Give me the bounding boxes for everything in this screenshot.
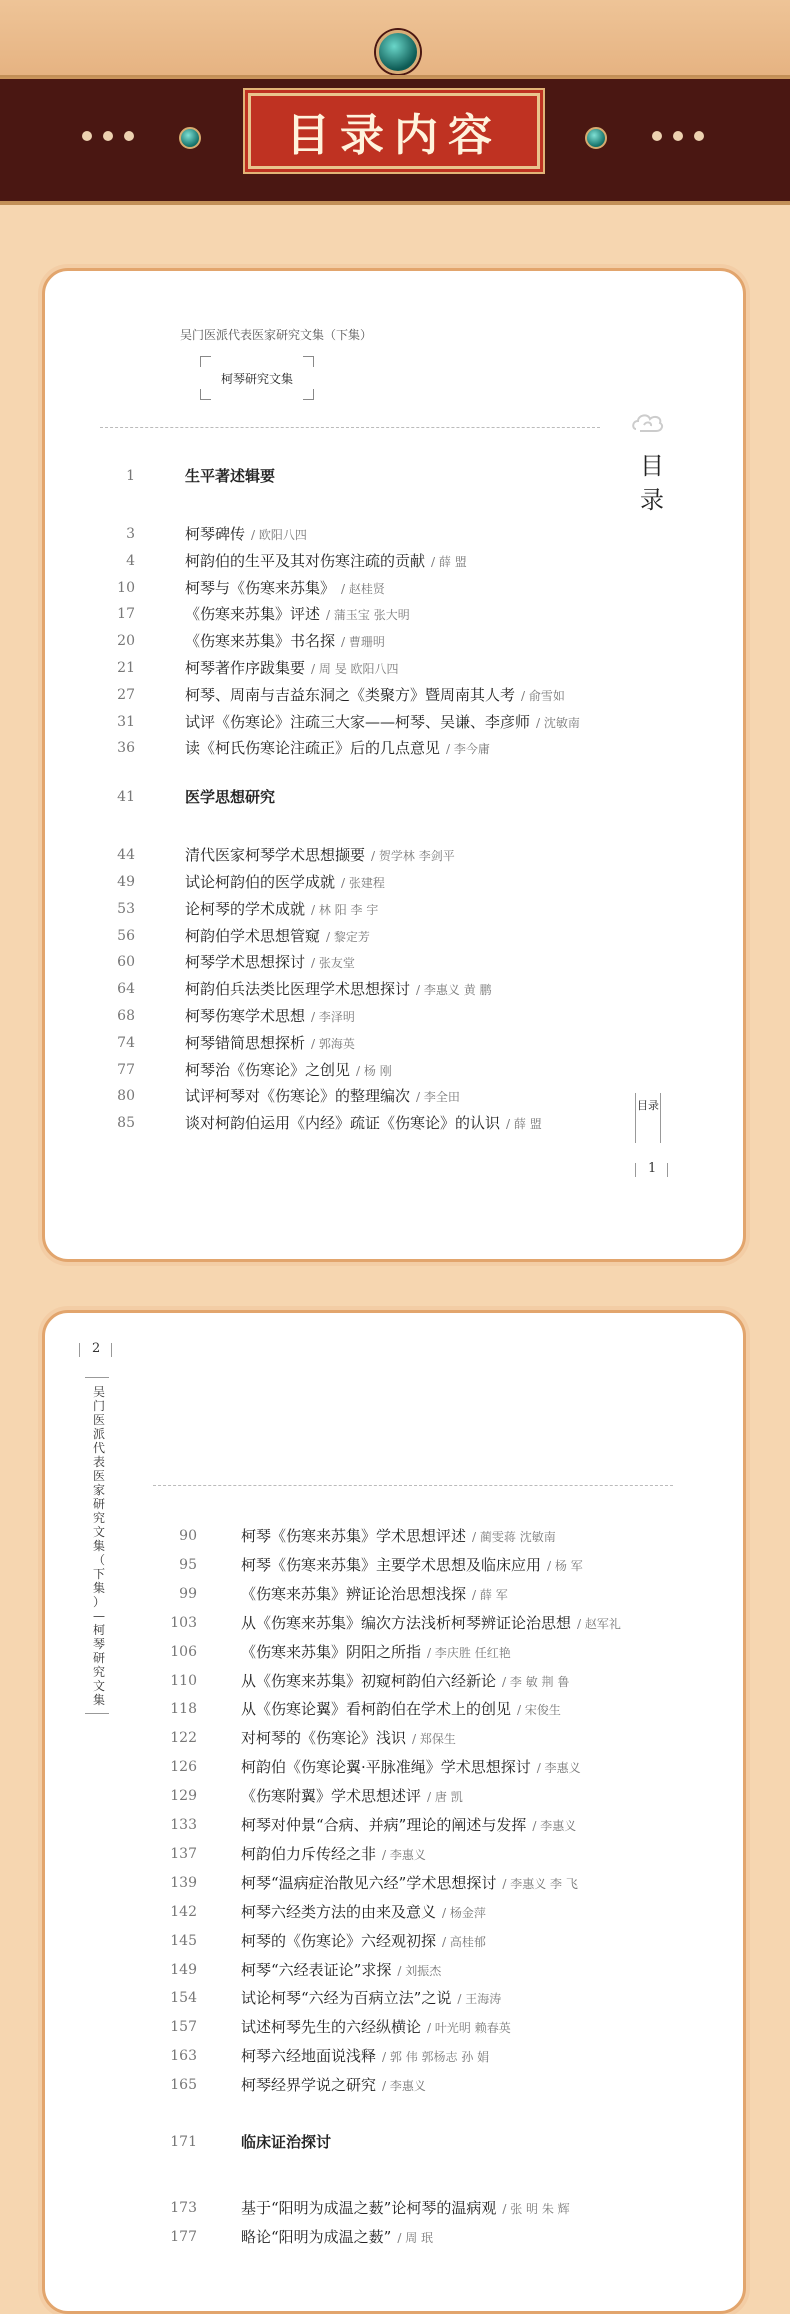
toc-entry-author: / 李惠义: [382, 1847, 426, 1862]
toc-entry-author: / 李泽明: [311, 1010, 355, 1024]
toc-entry-author: / 刘振杰: [397, 1963, 442, 1978]
toc-entry-title: 试论柯琴“六经为百病立法”之说: [241, 1989, 452, 2008]
page-number: 2: [92, 1341, 101, 1356]
toc-entry[interactable]: [241, 1525, 556, 1546]
page-number: 1: [648, 1161, 657, 1176]
toc-entry-author: / 周 旻 欧阳八四: [311, 662, 399, 676]
toc-page-number: 31: [117, 713, 135, 730]
toc-entry-author: / 李惠义: [536, 1761, 581, 1776]
toc-page-number: 177: [170, 2228, 197, 2245]
toc-entry-author: / 贺学林 李剑平: [371, 849, 455, 864]
toc-entry-author: / 李惠义 李 飞: [502, 1876, 578, 1891]
toc-page-1: [42, 268, 746, 1262]
jade-ornament-icon: [376, 30, 420, 74]
toc-page-number: 106: [170, 1643, 197, 1660]
volume-title: 柯琴研究文集: [220, 371, 293, 386]
toc-entry-title: 从《伤寒来苏集》初窥柯韵伯六经新论: [241, 1671, 497, 1690]
toc-entry-author: / 李全田: [416, 1090, 460, 1105]
toc-entry[interactable]: [185, 951, 355, 972]
band-border: [0, 77, 790, 79]
toc-page-number: 110: [170, 1672, 197, 1689]
toc-entry[interactable]: [241, 1959, 441, 1980]
toc-entry[interactable]: [185, 603, 410, 624]
toc-page-number: 20: [117, 633, 135, 650]
toc-page-number: 165: [170, 2077, 197, 2094]
toc-page-number: 21: [117, 660, 135, 676]
series-title: 吴门医派代表医家研究文集（下集）: [180, 328, 373, 342]
toc-entry-author: / 周 珉: [397, 2230, 434, 2245]
toc-entry-author: / 王海涛: [457, 1992, 502, 2007]
toc-section-heading[interactable]: [185, 786, 275, 807]
toc-entry-author: / 薛 盟: [506, 1117, 542, 1132]
toc-page-number: 49: [117, 874, 135, 890]
toc-entry[interactable]: [241, 1612, 621, 1633]
toc-page-number: 142: [170, 1903, 197, 1920]
toc-page-number: 68: [117, 1008, 135, 1024]
toc-entry-title: 柯琴“六经表证论”求探: [241, 1960, 392, 1979]
toc-page-number: 137: [170, 1845, 197, 1862]
toc-entry-author: / 杨金萍: [442, 1905, 486, 1920]
toc-entry-title: 柯韵伯的生平及其对伤寒注疏的贡献: [185, 551, 426, 570]
toc-page-number: 77: [117, 1061, 135, 1078]
toc-page-number: 64: [117, 981, 135, 998]
toc-entry-author: / 李惠义: [382, 2079, 426, 2094]
page-tick: [635, 1163, 636, 1177]
toc-page-number: 149: [170, 1961, 197, 1978]
toc-entry-title: 从《伤寒论翼》看柯韵伯在学术上的创见: [241, 1700, 512, 1719]
toc-entry[interactable]: [241, 2016, 511, 2037]
toc-entry-title: 柯琴《伤寒来苏集》学术思想评述: [241, 1527, 467, 1545]
toc-entry-author: / 叶光明 赖春英: [427, 2021, 511, 2036]
toc-entry-author: / 李今庸: [446, 742, 490, 757]
toc-entry-title: 清代医家柯琴学术思想撷要: [185, 846, 366, 865]
toc-entry[interactable]: [241, 1785, 463, 1806]
toc-entry[interactable]: [241, 1698, 561, 1719]
dot-icon: [103, 131, 113, 141]
toc-entry-title: 柯琴治《伤寒论》之创见: [185, 1060, 351, 1079]
toc-entry-author: / 李庆胜 任红艳: [427, 1645, 511, 1660]
toc-entry[interactable]: [241, 1583, 508, 1604]
toc-entry-title: 柯琴“温病症治散见六经”学术思想探讨: [241, 1873, 497, 1892]
vertical-series-title: 吴 门 医 派 代 表 医 家 研 究 文 集 （ 下 集 ） — 柯 琴 研 究 文 集: [92, 1385, 105, 1707]
toc-entry-author: / 李惠义: [532, 1819, 577, 1833]
toc-page-number: 95: [179, 1556, 197, 1573]
toc-entry[interactable]: [185, 1085, 460, 1106]
divider: [100, 427, 600, 428]
toc-entry-title: 试评《伤寒论》注疏三大家——柯琴、吴谦、李彦师: [185, 712, 531, 731]
toc-entry-title: 柯韵伯学术思想管窥: [185, 926, 321, 945]
toc-entry-author: / 赵桂贤: [341, 581, 385, 596]
toc-entry-title: 柯琴与《伤寒来苏集》: [185, 578, 336, 597]
toc-page-number: 173: [170, 2200, 197, 2216]
toc-entry-author: / 杨 刚: [356, 1063, 392, 1078]
toc-entry-title: 读《柯氏伤寒论注疏正》后的几点意见: [185, 739, 441, 758]
cloud-ornament-icon: [630, 409, 666, 437]
toc-page-number: 41: [117, 789, 135, 806]
toc-entry[interactable]: [185, 684, 565, 705]
toc-entry-author: / 宋俊生: [517, 1703, 561, 1718]
dot-icon: [652, 131, 662, 141]
side-tab: 目录: [635, 1093, 661, 1143]
toc-page-number: 145: [170, 1932, 197, 1949]
toc-section-heading[interactable]: [185, 465, 275, 486]
toc-entry[interactable]: [185, 1059, 392, 1080]
toc-entry[interactable]: [185, 1112, 542, 1133]
dot-icon: [82, 131, 92, 141]
page-tick: [667, 1163, 668, 1177]
toc-entry-title: 略论“阳明为成温之薮”: [241, 2227, 392, 2246]
toc-entry-author: / 张建程: [341, 876, 385, 890]
toc-entry-title: 柯韵伯兵法类比医理学术思想探讨: [185, 980, 411, 999]
toc-entry[interactable]: [185, 978, 492, 999]
toc-entry-title: 柯琴、周南与吉益东洞之《类聚方》暨周南其人考: [185, 685, 516, 704]
toc-entry-title: 柯琴经界学说之研究: [241, 2076, 377, 2095]
toc-entry[interactable]: [241, 1843, 426, 1864]
dot-icon: [673, 131, 683, 141]
toc-entry-title: 《伤寒来苏集》评述: [185, 605, 321, 624]
toc-page-number: 103: [170, 1614, 197, 1631]
toc-entry-author: / 郭 伟 郭杨志 孙 娟: [382, 2050, 490, 2065]
toc-page-number: 36: [117, 740, 135, 757]
toc-entry[interactable]: [241, 2197, 570, 2218]
toc-page-number: 74: [117, 1034, 135, 1051]
jade-bead-icon: [179, 127, 201, 149]
toc-entry-title: 试论柯韵伯的医学成就: [185, 873, 336, 891]
toc-entry-title: 柯琴六经类方法的由来及意义: [241, 1902, 437, 1921]
toc-entry-title: 柯琴六经地面说浅释: [241, 2047, 377, 2066]
toc-entry-author: / 俞雪如: [521, 688, 565, 703]
toc-entry[interactable]: [241, 1901, 486, 1922]
divider: [153, 1485, 673, 1486]
toc-entry-author: / 唐 凯: [427, 1790, 463, 1805]
toc-page-number: 10: [117, 579, 135, 596]
toc-page-number: 163: [170, 2048, 197, 2065]
toc-entry[interactable]: [185, 577, 385, 598]
dot-icon: [124, 131, 134, 141]
toc-entry-author: / 林 阳 李 宇: [311, 902, 379, 917]
page-tick: [79, 1343, 80, 1357]
toc-page-number: 85: [117, 1115, 135, 1132]
toc-entry-title: 柯琴碑传: [185, 525, 246, 543]
toc-entry-author: / 曹珊明: [341, 635, 385, 650]
toc-entry-title: 柯琴的《伤寒论》六经观初探: [241, 1931, 437, 1950]
toc-entry[interactable]: [241, 1554, 583, 1575]
top-bar: [0, 0, 790, 75]
toc-entry-author: / 高桂郁: [442, 1934, 486, 1949]
toc-entry[interactable]: [185, 1005, 355, 1026]
toc-entry-title: 谈对柯韵伯运用《内经》疏证《伤寒论》的认识: [185, 1114, 501, 1133]
toc-entry[interactable]: [185, 630, 385, 651]
vertical-rule: [85, 1377, 109, 1378]
toc-entry-author: / 黎定芳: [326, 929, 370, 944]
toc-entry[interactable]: [241, 1670, 569, 1691]
toc-entry-title: 论柯琴的学术成就: [185, 899, 306, 918]
toc-entry-title: 柯琴伤寒学术思想: [185, 1007, 306, 1025]
toc-entry-title: 《伤寒附翼》学术思想述评: [241, 1787, 422, 1806]
toc-entry-title: 柯琴对仲景“合病、并病”理论的阐述与发挥: [241, 1816, 527, 1834]
toc-entry-title: 对柯琴的《伤寒论》浅识: [241, 1729, 407, 1748]
toc-entry-author: / 郭海英: [311, 1036, 355, 1051]
toc-entry-title: 《伤寒来苏集》辨证论治思想浅探: [241, 1584, 467, 1603]
toc-entry[interactable]: [185, 1032, 355, 1053]
toc-page-number: 99: [179, 1585, 197, 1602]
toc-page-number: 27: [117, 686, 135, 703]
toc-section-heading[interactable]: [241, 2131, 331, 2152]
toc-page-number: 129: [170, 1788, 197, 1805]
toc-entry-author: / 蒲玉宝 张大明: [326, 608, 410, 623]
toc-entry-title: 生平著述辑要: [185, 467, 276, 485]
toc-entry-author: / 张友堂: [311, 956, 355, 971]
toc-entry[interactable]: [185, 737, 490, 758]
toc-entry[interactable]: [185, 550, 467, 571]
volume-title-box: [200, 356, 314, 400]
toc-entry-title: 柯琴《伤寒来苏集》主要学术思想及临床应用: [241, 1555, 542, 1574]
toc-page-number: 44: [117, 847, 135, 864]
toc-page-number: 60: [117, 954, 135, 971]
toc-entry[interactable]: [185, 657, 399, 678]
toc-entry-title: 试述柯琴先生的六经纵横论: [241, 2018, 422, 2037]
toc-entry-title: 从《伤寒来苏集》编次方法浅析柯琴辨证论治思想: [241, 1613, 572, 1632]
toc-entry[interactable]: [185, 871, 385, 892]
toc-page-number: 3: [126, 526, 135, 542]
toc-entry[interactable]: [241, 1814, 576, 1835]
toc-page-number: 157: [170, 2019, 197, 2036]
toc-page-number: 1: [126, 468, 135, 484]
toc-entry-author: / 杨 军: [547, 1558, 583, 1573]
toc-entry-author: / 沈敏南: [536, 715, 580, 730]
toc-entry[interactable]: [185, 844, 455, 865]
toc-entry-title: 柯琴学术思想探讨: [185, 953, 306, 972]
toc-entry-author: / 张 明 朱 辉: [502, 2202, 570, 2216]
header-title: 目录内容: [248, 93, 540, 169]
toc-page-number: 56: [117, 927, 135, 944]
toc-page-number: 171: [170, 2134, 197, 2150]
toc-page-number: 154: [170, 1990, 197, 2007]
toc-entry-author: / 赵军礼: [577, 1616, 621, 1631]
toc-entry-author: / 郑保生: [412, 1732, 456, 1747]
toc-entry-title: 《伤寒来苏集》书名探: [185, 632, 336, 651]
toc-page-number: 139: [170, 1874, 197, 1891]
jade-bead-icon: [585, 127, 607, 149]
page-tick: [111, 1343, 112, 1357]
toc-entry-author: / 薛 盟: [431, 554, 467, 569]
toc-entry-title: 试评柯琴对《伤寒论》的整理编次: [185, 1087, 411, 1106]
toc-page-number: 53: [117, 900, 135, 917]
toc-entry[interactable]: [241, 1872, 578, 1893]
toc-entry-title: 柯韵伯力斥传经之非: [241, 1844, 377, 1863]
toc-entry[interactable]: [185, 711, 580, 732]
toc-page-number: 126: [170, 1759, 197, 1776]
toc-entry[interactable]: [185, 523, 307, 544]
toc-entry[interactable]: [241, 2074, 426, 2095]
toc-entry[interactable]: [241, 1756, 581, 1777]
toc-entry-title: 柯琴错简思想探析: [185, 1033, 306, 1052]
toc-entry-author: / 蔺雯蒋 沈敏南: [472, 1530, 556, 1544]
toc-entry-title: 柯韵伯《伤寒论翼·平脉准绳》学术思想探讨: [241, 1758, 531, 1777]
toc-entry[interactable]: [241, 2226, 433, 2247]
dot-icon: [694, 131, 704, 141]
toc-entry-author: / 李惠义 黄 鹏: [416, 983, 492, 998]
toc-entry[interactable]: [241, 1930, 486, 1951]
toc-page-number: 118: [170, 1701, 197, 1718]
toc-entry-author: / 薛 军: [472, 1587, 508, 1602]
toc-page-2: [42, 1310, 746, 2314]
toc-entry[interactable]: [185, 898, 378, 919]
toc-entry[interactable]: [185, 925, 370, 946]
toc-entry-author: / 李 敏 荆 鲁: [502, 1674, 570, 1689]
toc-entry-title: 临床证治探讨: [241, 2133, 332, 2151]
toc-entry[interactable]: [241, 2045, 489, 2066]
toc-page-number: 4: [126, 552, 135, 569]
toc-page-number: 80: [117, 1088, 135, 1105]
toc-page-number: 133: [170, 1817, 197, 1833]
toc-page-number: 90: [179, 1528, 197, 1544]
toc-entry-title: 基于“阳明为成温之薮”论柯琴的温病观: [241, 2199, 497, 2217]
toc-page-number: 122: [170, 1730, 197, 1747]
toc-page-number: 17: [117, 606, 135, 623]
toc-entry-title: 《伤寒来苏集》阴阳之所指: [241, 1642, 422, 1661]
vertical-rule: [85, 1713, 109, 1714]
toc-entry-title: 柯琴著作序跋集要: [185, 659, 306, 677]
toc-entry-author: / 欧阳八四: [251, 528, 307, 542]
toc-entry-title: 医学思想研究: [185, 788, 276, 807]
toc-entry[interactable]: [241, 1987, 501, 2008]
toc-entry[interactable]: [241, 1727, 456, 1748]
toc-entry[interactable]: [241, 1641, 511, 1662]
side-label: 目录: [640, 452, 664, 514]
